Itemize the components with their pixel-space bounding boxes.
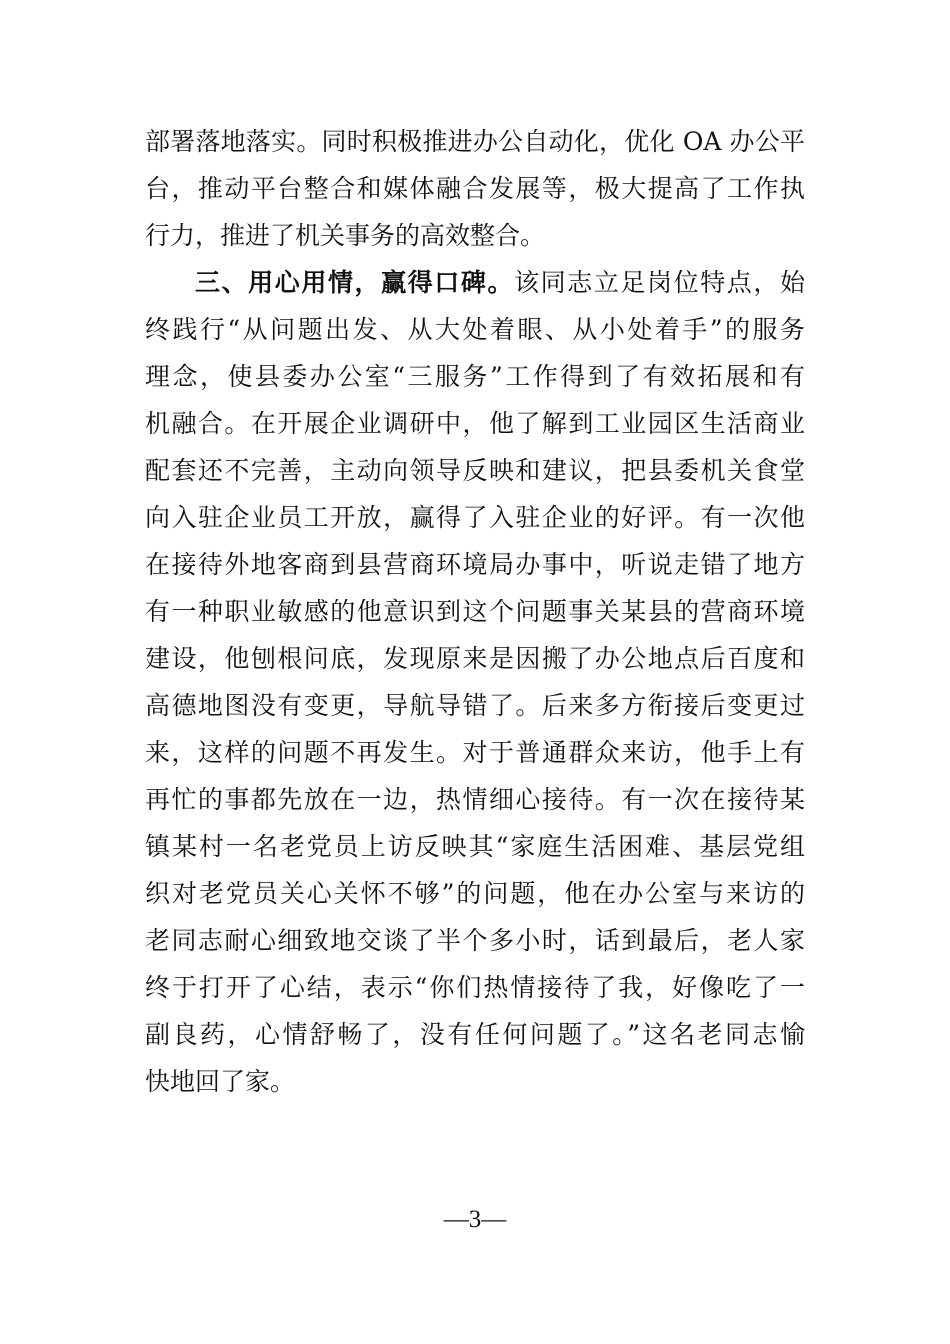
- text-line: 来，这样的问题不再发生。对于普通群众来访，他手上有: [145, 738, 805, 767]
- text-line: 配套还不完善，主动向领导反映和建议，把县委机关食堂: [145, 456, 805, 485]
- text-line: 老同志耐心细致地交谈了半个多小时，话到最后，老人家: [145, 926, 805, 955]
- page-number: —3—: [443, 1206, 507, 1233]
- text-line: 部署落地落实。同时积极推进办公自动化，优化 OA 办公平: [145, 127, 805, 156]
- text-line: 终践行“从问题出发、从大处着眼、从小处着手”的服务: [145, 315, 805, 344]
- text-line: 有一种职业敏感的他意识到这个问题事关某县的营商环境: [145, 597, 805, 626]
- text-line: 镇某村一名老党员上访反映其“家庭生活困难、基层党组: [145, 832, 805, 861]
- text-line: 向入驻企业员工开放，赢得了入驻企业的好评。有一次他: [145, 503, 805, 532]
- paragraph-1: [145, 118, 805, 259]
- text-line-rest: 该同志立足岗位特点，始: [514, 268, 805, 297]
- paragraph-2: [145, 259, 805, 1105]
- text-line: 终于打开了心结，表示“你们热情接待了我，好像吃了一: [145, 973, 805, 1002]
- text-line: 行力，推进了机关事务的高效整合。: [145, 221, 546, 250]
- text-line: 高德地图没有变更，导航导错了。后来多方衔接后变更过: [145, 691, 805, 720]
- text-line: 建设，他刨根问底，发现原来是因搬了办公地点后百度和: [145, 644, 805, 673]
- document-body: [145, 118, 805, 1105]
- text-line: 台，推动平台整合和媒体融合发展等，极大提高了工作执: [145, 174, 805, 203]
- text-line: 再忙的事都先放在一边，热情细心接待。有一次在接待某: [145, 785, 805, 814]
- text-line: 副良药，心情舒畅了，没有任何问题了。”这名老同志愉: [145, 1020, 805, 1049]
- text-line: 织对老党员关心关怀不够”的问题，他在办公室与来访的: [145, 879, 805, 908]
- text-line: [145, 259, 805, 306]
- text-line: 在接待外地客商到县营商环境局办事中，听说走错了地方: [145, 550, 805, 579]
- text-line: 理念，使县委办公室“三服务”工作得到了有效拓展和有: [145, 362, 805, 391]
- section-heading: 三、用心用情，赢得口碑。: [195, 268, 515, 297]
- text-line: 快地回了家。: [145, 1067, 296, 1096]
- text-line: 机融合。在开展企业调研中，他了解到工业园区生活商业: [145, 409, 805, 438]
